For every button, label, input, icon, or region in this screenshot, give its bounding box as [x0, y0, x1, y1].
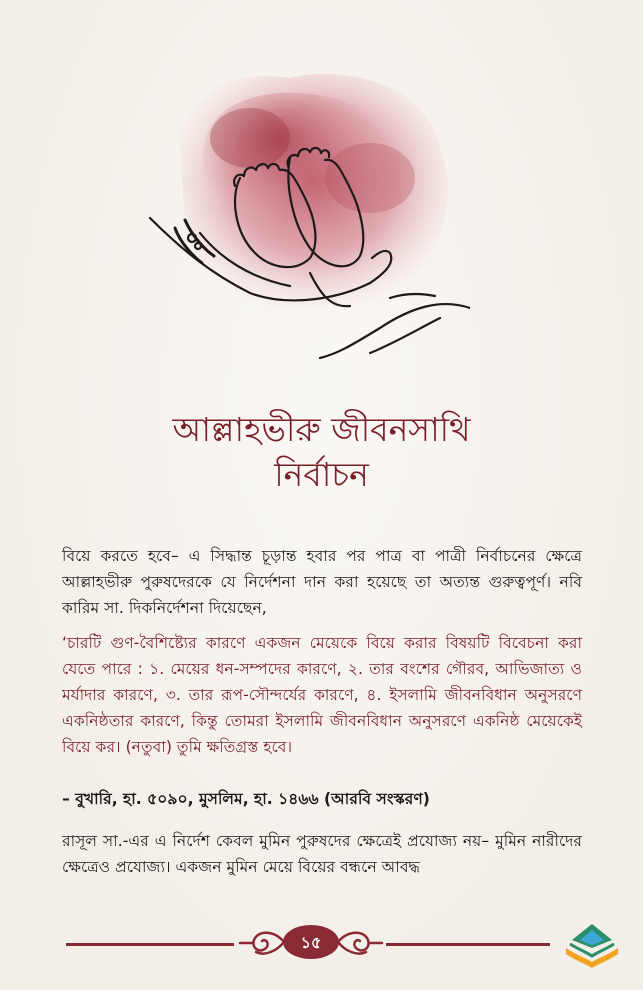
continuation-paragraph: রাসূল সা.-এর এ নির্দেশ কেবল মুমিন পুরুষদের ক্ষেত্রেই প্রযোজ্য নয়– মুমিন নারীদের ক্ষেত্রেও প্রযোজ্য। একজন মুমিন মেয়ে বিয়ের বন্ধনে আবদ্ধ	[62, 832, 582, 876]
baby-feet-illustration	[140, 58, 470, 373]
page-number: ১৫	[300, 933, 322, 952]
hadith-source: – বুখারি, হা. ৫০৯০, মুসলিম, হা. ১৪৬৬ (আরবি সংস্করণ)	[62, 790, 430, 808]
chapter-title-line1: আল্লাহভীরু জীবনসাথি	[172, 410, 471, 449]
hadith-quote: ‘চারটি গুণ-বৈশিষ্ট্যের কারণে একজন মেয়েকে বিয়ে করার বিষয়টি বিবেচনা করা যেতে পারে : ১. মেয়ের ধন-সম্পদের কারণে, ২. তার বংশের গৌরব, আভিজাত্য ও মর্যাদার কারণে, ৩. তার রূপ-সৌন্দর্যের কারণে, ৪. ইসলামি জীবনবিধান অনুসরণে একনিষ্ঠতার কারণে, কিন্তু তোমরা ইসলামি জীবনবিধান অনুসরণে একনিষ্ঠ মেয়েকেই বিয়ে কর। (নতুবা) তুমি ক্ষতিগ্রস্ত হবে।	[62, 634, 582, 756]
chapter-title-line2: নির্বাচন	[274, 455, 369, 494]
footer-rule-right	[386, 943, 550, 946]
intro-paragraph: বিয়ে করতে হবে– এ সিদ্ধান্ত চূড়ান্ত হবার পর পাত্র বা পাত্রী নির্বাচনের ক্ষেত্রে আল্লাহভীরু পুরুষদেরকে যে নির্দেশনা দান করা হয়েছে তা অত্যন্ত গুরুত্বপূর্ণ। নবি কারিম সা. দিকনির্দেশনা দিয়েছেন,	[62, 547, 582, 617]
publisher-logo-icon	[560, 918, 624, 974]
footer-rule-left	[66, 943, 234, 946]
